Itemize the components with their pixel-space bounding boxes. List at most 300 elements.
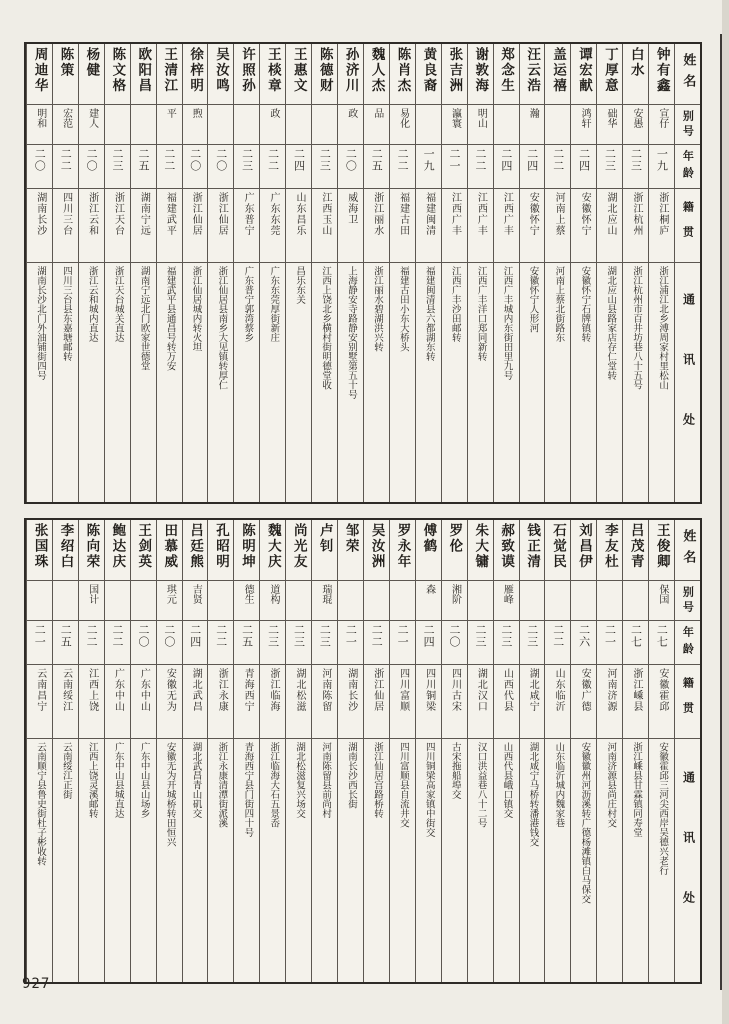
person-column (493, 520, 519, 982)
alias-cell-text: 琪元 (164, 584, 176, 604)
native-place-cell-text: 浙江嵊县 (630, 668, 642, 712)
header-native-place-text: 籍贯 (681, 200, 695, 251)
address-cell-text: 河南济源县尚庄村交 (605, 742, 617, 828)
address-cell-text: 安徽怀宁石牌镇转 (579, 266, 591, 342)
name-cell (105, 44, 130, 104)
address-cell-text: 浙江云和城内直达 (86, 266, 98, 342)
age-cell (286, 620, 311, 664)
name-cell-text: 谭宏献 (575, 47, 592, 94)
address-cell (183, 738, 208, 982)
native-place-cell-text: 安徽无为 (164, 668, 176, 712)
person-column (104, 44, 130, 502)
native-place-cell (234, 664, 259, 738)
name-cell (416, 44, 441, 104)
age-cell (79, 620, 104, 664)
address-cell-text: 浙江天台城关直达 (112, 266, 124, 342)
name-cell (338, 520, 363, 580)
name-cell-text: 钱正清 (524, 523, 541, 570)
age-cell-text: 二三 (240, 148, 254, 172)
address-cell (494, 262, 519, 502)
address-cell (520, 262, 545, 502)
age-cell (183, 620, 208, 664)
address-cell (390, 262, 415, 502)
alias-cell-text: 雁峰 (501, 584, 513, 604)
alias-cell (157, 104, 182, 144)
age-cell-text: 二七 (629, 624, 643, 648)
alias-cell (312, 104, 337, 144)
name-cell-text: 许照孙 (238, 47, 255, 94)
age-cell (105, 620, 130, 664)
alias-cell (260, 580, 285, 620)
age-cell-text: 二五 (59, 624, 73, 648)
name-cell (597, 44, 622, 104)
native-place-cell (390, 188, 415, 262)
native-place-cell-text: 福建古田 (397, 192, 409, 236)
age-cell (208, 144, 233, 188)
address-cell-text: 四川铜梁高家镇中街交 (423, 742, 435, 837)
alias-cell (338, 104, 363, 144)
name-cell-text: 张吉洲 (446, 47, 463, 94)
address-cell (208, 738, 233, 982)
alias-cell (234, 104, 259, 144)
age-cell (597, 144, 622, 188)
age-cell-text: 二〇 (85, 148, 99, 172)
native-place-cell (442, 188, 467, 262)
address-cell-text: 湖南长沙西长街 (346, 742, 358, 809)
name-cell (442, 520, 467, 580)
address-cell (105, 262, 130, 502)
native-place-cell (571, 664, 596, 738)
alias-cell (27, 104, 52, 144)
name-cell-text: 卢钊 (316, 523, 333, 554)
address-cell-text: 浙江杭州市百井坊巷八十五号 (631, 266, 643, 390)
name-cell (105, 520, 130, 580)
age-cell (494, 144, 519, 188)
age-cell-text: 一九 (422, 148, 436, 172)
alias-cell (545, 580, 570, 620)
alias-cell-text: 明和 (34, 108, 46, 128)
alias-cell (208, 104, 233, 144)
name-cell (545, 520, 570, 580)
name-cell (623, 44, 648, 104)
native-place-cell (27, 664, 52, 738)
address-cell (260, 738, 285, 982)
name-cell-text: 邹荣 (342, 523, 359, 554)
native-place-cell-text: 广东中山 (112, 668, 124, 712)
alias-cell-text: 吉贤 (190, 584, 202, 604)
alias-cell (27, 580, 52, 620)
name-cell (234, 520, 259, 580)
address-cell (416, 262, 441, 502)
age-cell-text: 二四 (292, 148, 306, 172)
address-cell-text: 浙江仙居城内转火坦 (190, 266, 202, 352)
native-place-cell-text: 浙江仙居 (216, 192, 228, 236)
age-cell-text: 二三 (603, 148, 617, 172)
native-place-cell (520, 188, 545, 262)
alias-cell (79, 104, 104, 144)
native-place-cell (157, 664, 182, 738)
age-cell (442, 620, 467, 664)
native-place-cell-text: 安徽怀宁 (579, 192, 591, 236)
native-place-cell-text: 广东普宁 (242, 192, 254, 236)
alias-cell (545, 104, 570, 144)
name-cell-text: 陈策 (57, 47, 74, 78)
alias-cell-text: 瑞琨 (319, 584, 331, 604)
native-place-cell-text: 江西玉山 (319, 192, 331, 236)
name-cell (27, 520, 52, 580)
native-place-cell (494, 664, 519, 738)
name-cell (494, 44, 519, 104)
person-column (441, 44, 467, 502)
person-column (441, 520, 467, 982)
header-age-text: 年龄 (681, 149, 695, 184)
native-place-cell-text: 福建武平 (164, 192, 176, 236)
age-cell (623, 620, 648, 664)
native-place-cell (364, 188, 389, 262)
name-cell-text: 吴汝鸣 (213, 47, 230, 94)
age-cell (623, 144, 648, 188)
address-cell-text: 昌乐东关 (294, 266, 306, 304)
native-place-cell (416, 188, 441, 262)
person-column (130, 44, 156, 502)
address-cell (623, 738, 648, 982)
age-cell-text: 二〇 (344, 148, 358, 172)
native-place-cell-text: 江西广丰 (449, 192, 461, 236)
alias-cell (286, 580, 311, 620)
address-cell-text: 广东中山县城直达 (112, 742, 124, 818)
person-column (570, 44, 596, 502)
alias-cell (442, 580, 467, 620)
alias-cell (234, 580, 259, 620)
address-cell (79, 262, 104, 502)
alias-cell (105, 580, 130, 620)
address-cell-text: 江西广丰洋口郑同新转 (475, 266, 487, 361)
age-cell-text: 二三 (111, 148, 125, 172)
age-cell-text: 二四 (525, 148, 539, 172)
address-cell (27, 738, 52, 982)
name-cell (157, 44, 182, 104)
alias-cell-text: 明山 (475, 108, 487, 128)
native-place-cell (468, 188, 493, 262)
alias-cell-text: 瀛寰 (449, 108, 461, 128)
address-cell-text: 安徽怀宁人形河 (527, 266, 539, 333)
age-cell-text: 二一 (396, 624, 410, 648)
name-cell-text: 盖运禧 (550, 47, 567, 94)
person-column (648, 520, 674, 982)
name-cell (390, 520, 415, 580)
address-cell-text: 浙江永康清潭街派溪 (216, 742, 228, 828)
person-column (259, 44, 285, 502)
name-cell-text: 吴汝洲 (368, 523, 385, 570)
name-cell-text: 吕茂青 (627, 523, 644, 570)
alias-cell (53, 104, 78, 144)
name-cell (649, 44, 674, 104)
header-native-place-text: 籍贯 (681, 676, 695, 727)
alias-cell (183, 104, 208, 144)
name-cell (571, 520, 596, 580)
name-cell-text: 李绍白 (57, 523, 74, 570)
age-cell-text: 二一 (448, 148, 462, 172)
name-cell (79, 520, 104, 580)
native-place-cell (105, 664, 130, 738)
native-place-cell-text: 湖南宁远 (138, 192, 150, 236)
native-place-cell-text: 浙江临海 (268, 668, 280, 712)
address-cell-text: 浙江嵊县甘霖镇同寿堂 (631, 742, 643, 837)
person-column (622, 520, 648, 982)
name-cell-text: 丁厚意 (601, 47, 618, 94)
age-cell (545, 620, 570, 664)
address-cell-text: 湖北武昌青山矶交 (190, 742, 202, 818)
person-column (363, 520, 389, 982)
address-cell-text: 江西广丰沙田邮转 (449, 266, 461, 342)
native-place-cell-text: 浙江杭州 (630, 192, 642, 236)
native-place-cell (131, 188, 156, 262)
alias-cell-text: 易化 (397, 108, 409, 128)
address-cell-text: 福建武平县通昌号转万安 (164, 266, 176, 371)
address-cell (545, 262, 570, 502)
address-cell (442, 738, 467, 982)
address-cell (597, 738, 622, 982)
native-place-cell-text: 浙江天台 (112, 192, 124, 236)
native-place-cell-text: 四川古宋 (449, 668, 461, 712)
name-cell (312, 44, 337, 104)
native-place-cell (27, 188, 52, 262)
age-cell-text: 二一 (344, 624, 358, 648)
alias-cell-text: 础华 (605, 108, 617, 128)
alias-cell (105, 104, 130, 144)
alias-cell (520, 580, 545, 620)
person-column (544, 44, 570, 502)
age-cell-text: 二二 (396, 148, 410, 172)
name-cell-text: 欧阳昌 (135, 47, 152, 94)
name-cell (260, 44, 285, 104)
native-place-cell-text: 浙江丽水 (371, 192, 383, 236)
native-place-cell (623, 188, 648, 262)
header-alias (675, 104, 700, 144)
name-cell-text: 刘昌伊 (575, 523, 592, 570)
age-cell-text: 二一 (603, 624, 617, 648)
header-address (675, 738, 700, 982)
alias-cell (338, 580, 363, 620)
age-cell (364, 620, 389, 664)
alias-cell (260, 104, 285, 144)
native-place-cell-text: 安徽霍邱 (656, 668, 668, 712)
age-cell (338, 144, 363, 188)
alias-cell (494, 104, 519, 144)
header-name-text: 姓名 (680, 53, 696, 95)
address-cell-text: 湖北应山县路家店存仁堂转 (605, 266, 617, 380)
alias-cell-text: 德生 (242, 584, 254, 604)
age-cell (364, 144, 389, 188)
name-cell (520, 44, 545, 104)
person-column (52, 44, 78, 502)
alias-cell (390, 104, 415, 144)
address-cell (390, 738, 415, 982)
address-cell (468, 262, 493, 502)
age-cell-text: 二三 (292, 624, 306, 648)
person-column (622, 44, 648, 502)
alias-cell (157, 580, 182, 620)
address-cell-text: 河南陈留县前尚村 (320, 742, 332, 818)
name-cell (494, 520, 519, 580)
address-cell (131, 738, 156, 982)
directory-table-top (24, 42, 702, 504)
address-cell (338, 738, 363, 982)
alias-cell (468, 104, 493, 144)
person-column (596, 520, 622, 982)
person-column (130, 520, 156, 982)
native-place-cell-text: 河南济源 (605, 668, 617, 712)
page-edge-shade (722, 0, 729, 1024)
alias-cell-text: 道构 (268, 584, 280, 604)
age-cell (53, 144, 78, 188)
address-cell-text: 湖南长沙北门外油铺街四号 (34, 266, 46, 380)
age-cell (131, 620, 156, 664)
alias-cell (131, 104, 156, 144)
name-cell-text: 郑念生 (498, 47, 515, 94)
name-cell-text: 杨健 (83, 47, 100, 78)
address-cell-text: 湖北咸宁马桥转潘港钱交 (527, 742, 539, 847)
name-cell (157, 520, 182, 580)
alias-cell (649, 104, 674, 144)
address-cell-text: 青海西宁县门街四十号 (242, 742, 254, 837)
name-cell (53, 44, 78, 104)
age-cell-text: 二三 (473, 624, 487, 648)
native-place-cell (364, 664, 389, 738)
address-cell (53, 262, 78, 502)
address-cell (416, 738, 441, 982)
person-column (182, 520, 208, 982)
native-place-cell-text: 河南上蔡 (553, 192, 565, 236)
native-place-cell (105, 188, 130, 262)
native-place-cell-text: 威海卫 (345, 192, 357, 225)
alias-cell (442, 104, 467, 144)
address-cell (157, 738, 182, 982)
age-cell (390, 620, 415, 664)
name-cell (286, 520, 311, 580)
header-alias (675, 580, 700, 620)
name-cell (260, 520, 285, 580)
person-column (493, 44, 519, 502)
age-cell (105, 144, 130, 188)
address-cell (364, 738, 389, 982)
age-cell-text: 二〇 (188, 148, 202, 172)
alias-cell-text: 政 (345, 108, 357, 118)
native-place-cell-text: 山东昌乐 (293, 192, 305, 236)
address-cell (105, 738, 130, 982)
address-cell-text: 上海静安寺路静安别墅第五十号 (346, 266, 358, 399)
name-cell-text: 陈向荣 (83, 523, 100, 570)
name-cell (390, 44, 415, 104)
age-cell (520, 620, 545, 664)
person-column (78, 520, 104, 982)
age-cell-text: 二五 (370, 148, 384, 172)
native-place-cell-text: 江西上饶 (86, 668, 98, 712)
alias-cell-text: 瀚 (527, 108, 539, 118)
name-cell-text: 周迪华 (31, 47, 48, 94)
native-place-cell (312, 664, 337, 738)
native-place-cell (286, 664, 311, 738)
alias-cell (416, 580, 441, 620)
name-cell (364, 520, 389, 580)
address-cell (494, 738, 519, 982)
address-cell (468, 738, 493, 982)
alias-cell-text: 平 (164, 108, 176, 118)
address-cell (27, 262, 52, 502)
person-column (363, 44, 389, 502)
age-cell-text: 二二 (214, 624, 228, 648)
name-cell (649, 520, 674, 580)
native-place-cell (312, 188, 337, 262)
name-cell (79, 44, 104, 104)
address-cell (208, 262, 233, 502)
name-cell-text: 鲍达庆 (109, 523, 126, 570)
header-native-place (675, 664, 700, 738)
name-cell (286, 44, 311, 104)
age-cell-text: 二〇 (214, 148, 228, 172)
alias-cell (364, 580, 389, 620)
address-cell (260, 262, 285, 502)
address-cell (571, 738, 596, 982)
age-cell-text: 二二 (551, 148, 565, 172)
name-cell-text: 黄良裔 (420, 47, 437, 94)
person-column (207, 44, 233, 502)
age-cell (468, 620, 493, 664)
native-place-cell-text: 山东临沂 (553, 668, 565, 712)
person-column (467, 44, 493, 502)
name-cell-text: 孔昭明 (213, 523, 230, 570)
alias-cell-text: 湘阶 (449, 584, 461, 604)
address-cell (442, 262, 467, 502)
native-place-cell (597, 188, 622, 262)
alias-cell-text: 安愚 (630, 108, 642, 128)
native-place-cell-text: 浙江永康 (216, 668, 228, 712)
address-cell-text: 浙江仙居县南乡大见镇转厚仁 (216, 266, 228, 390)
native-place-cell (338, 188, 363, 262)
address-cell-text: 四川富顺县自流井交 (397, 742, 409, 828)
address-cell (338, 262, 363, 502)
name-cell (338, 44, 363, 104)
name-cell-text: 田慕威 (161, 523, 178, 570)
person-column (233, 520, 259, 982)
name-cell (571, 44, 596, 104)
address-cell-text: 汉口洪益巷八十二号 (475, 742, 487, 828)
age-cell-text: 二二 (370, 624, 384, 648)
alias-cell (364, 104, 389, 144)
address-cell-text: 山西代县峨口镇交 (501, 742, 513, 818)
native-place-cell (442, 664, 467, 738)
address-cell-text: 浙江临海大石五景岙 (268, 742, 280, 828)
alias-cell (286, 104, 311, 144)
person-column (311, 520, 337, 982)
age-cell-text: 二二 (551, 624, 565, 648)
directory-table-bottom (24, 518, 702, 984)
person-column (52, 520, 78, 982)
native-place-cell-text: 广东中山 (138, 668, 150, 712)
name-cell-text: 石觉民 (550, 523, 567, 570)
name-cell (623, 520, 648, 580)
address-cell (53, 738, 78, 982)
age-cell (597, 620, 622, 664)
age-cell-text: 二二 (162, 148, 176, 172)
native-place-cell (545, 664, 570, 738)
address-cell-text: 云南绥江正街 (60, 742, 72, 799)
age-cell (390, 144, 415, 188)
native-place-cell-text: 四川铜梁 (423, 668, 435, 712)
name-cell-text: 罗伦 (446, 523, 463, 554)
age-cell (234, 620, 259, 664)
name-cell (468, 520, 493, 580)
